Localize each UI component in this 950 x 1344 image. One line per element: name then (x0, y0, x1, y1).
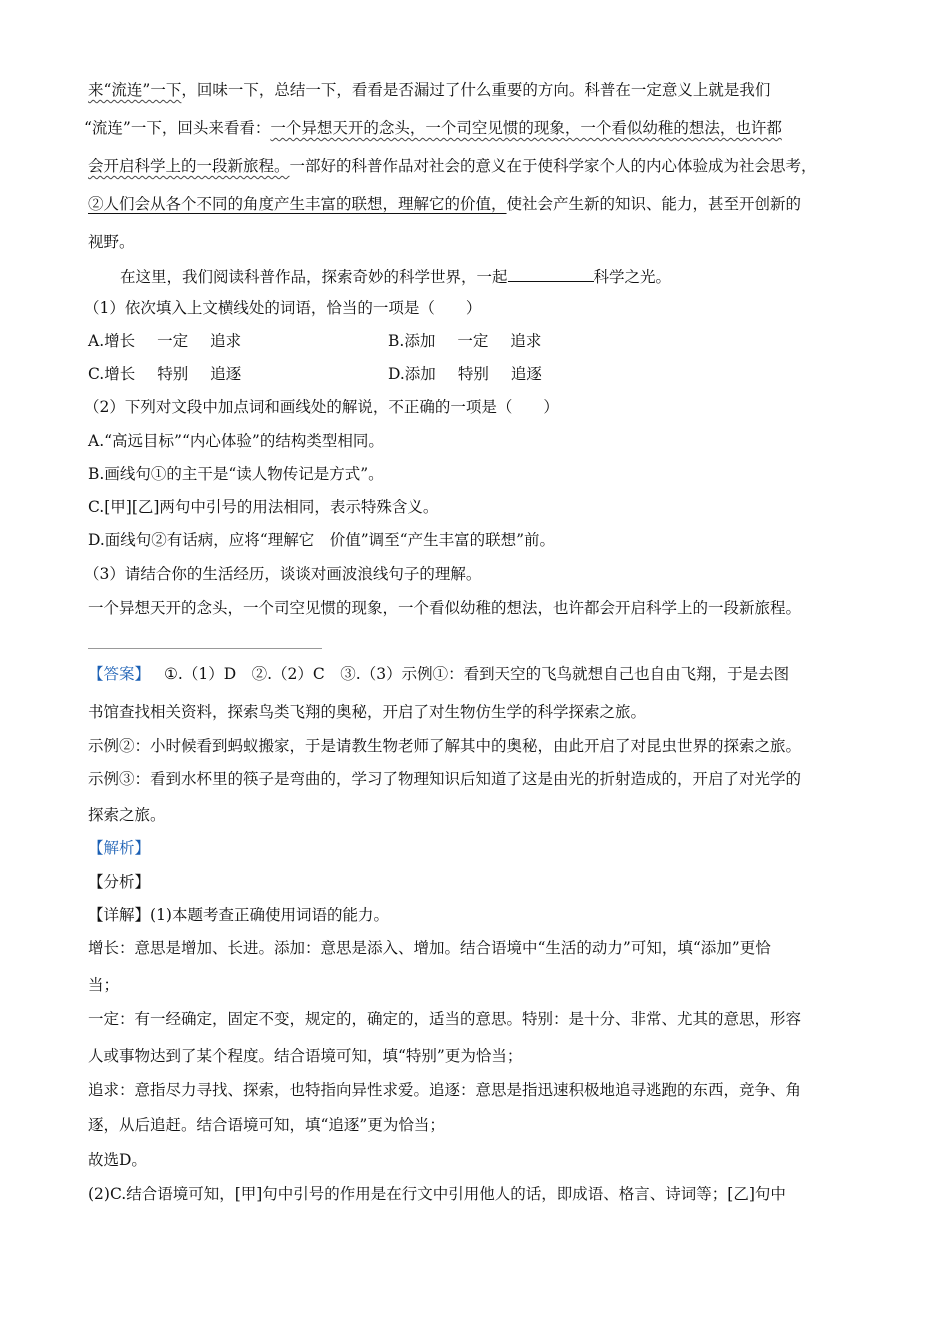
detail-para-2b: 人或事物达到了某个程度。结合语境可知，填“特别”更为恰当； (88, 1047, 523, 1065)
q1-option-a: A.增长 一定 追求 (88, 332, 242, 350)
q2-option-b: B.画线句①的主干是“读人物传记是方式”。 (88, 465, 384, 483)
detail-para-1b: 当； (88, 976, 120, 994)
detail-para-3b: 逐，从后追赶。结合语境可知，填“追逐”更为恰当； (88, 1116, 445, 1134)
passage-text: ，回味一下，总结一下，看看是否漏过了什么重要的方向。科普在一定意义上就是我们 (181, 81, 771, 99)
answer-line-5: 探索之旅。 (88, 806, 166, 824)
answer-line-4: 示例③：看到水杯里的筷子是弯曲的，学习了物理知识后知道了这是由光的折射造成的，开启了对光学的 (88, 770, 802, 788)
analysis-fenxi-tag: 【分析】 (88, 873, 151, 891)
wavy-underlined-sentence: 一个异想天开的念头，一个司空见惯的现象，一个看似幼稚的想法，也许都 (270, 119, 782, 137)
passage-line-4 (88, 194, 801, 214)
q2-stem: （2）下列对文段中加点词和画线处的解说，不正确的一项是（ ） (84, 398, 559, 416)
q3-sentence: 一个异想天开的念头，一个司空见惯的现象，一个看似幼稚的想法，也许都会开启科学上的一段新旅程。 (88, 599, 802, 617)
answer-text: ①.（1）D ②.（2）C ③.（3）示例①：看到天空的飞鸟就想自己也自由飞翔，于是去图 (164, 665, 790, 683)
passage-text: 在这里，我们阅读科普作品，探索奇妙的科学世界，一起 (120, 268, 508, 286)
q1-option-c: C.增长 特别 追逐 (88, 365, 242, 383)
detail-para-4: 故选D。 (88, 1151, 147, 1169)
detail-text: (1)本题考查正确使用词语的能力。 (150, 906, 389, 924)
detail-line-1 (88, 905, 389, 925)
q2-option-c: C.[甲][乙]两句中引号的用法相同，表示特殊含义。 (88, 498, 439, 516)
detail-para-3a: 追求：意指尽力寻找、探索，也特指向异性求爱。追逐：意思是指迅速积极地追寻逃跑的东西，竞争、角 (88, 1081, 802, 1099)
q1-options-row-2 (88, 364, 542, 384)
q1-options-row-1 (88, 331, 541, 351)
passage-line-1 (88, 80, 770, 100)
q1-option-b: B.添加 一定 追求 (388, 332, 542, 350)
wavy-underlined-text: 来“流连”一下 (88, 81, 182, 99)
passage-text: 使社会产生新的知识、能力，甚至开创新的 (506, 195, 802, 213)
passage-text: “流连”一下，回头来看看： (84, 119, 271, 137)
fill-blank-line (508, 265, 594, 282)
detail-para-1a: 增长：意思是增加、长进。添加：意思是添入、增加。结合语境中“生活的动力”可知，填“添加”更恰 (88, 939, 771, 957)
passage-line-5: 视野。 (88, 233, 135, 251)
answer-line-1 (88, 664, 789, 684)
passage-text: 一部好的科普作品对社会的意义在于使科学家个人的内心体验成为社会思考， (289, 157, 817, 175)
passage-line-3 (88, 156, 817, 176)
passage-line-2 (84, 118, 782, 138)
q1-stem: （1）依次填入上文横线处的词语，恰当的一项是（ ） (84, 299, 482, 317)
passage-text: 科学之光。 (593, 268, 672, 286)
q2-option-d: D.面线句②有话病，应将“理解它 价值”调至“产生丰富的联想”前。 (88, 531, 556, 549)
answer-tag: 【答案】 (88, 665, 151, 683)
detail-para-5: (2)C.结合语境可知，[甲]句中引号的作用是在行文中引用他人的话，即成语、格言、诗词等；[乙]句中 (88, 1185, 786, 1203)
wavy-underlined-sentence-end: 会开启科学上的一段新旅程。 (88, 157, 290, 175)
answer-line-3: 示例②：小时候看到蚂蚁搬家，于是请教生物老师了解其中的奥秘，由此开启了对昆虫世界的探索之旅。 (88, 737, 802, 755)
detail-tag: 【详解】 (88, 906, 151, 924)
passage-line-6 (120, 265, 671, 287)
answer-line-2: 书馆查找相关资料，探索鸟类飞翔的奥秘，开启了对生物仿生学的科学探索之旅。 (88, 703, 647, 721)
section-divider (88, 648, 322, 649)
detail-para-2a: 一定：有一经确定，固定不变，规定的，确定的，适当的意思。特别：是十分、非常、尤其的意思，形容 (88, 1010, 802, 1028)
q2-option-a: A.“高远目标”“内心体验”的结构类型相同。 (88, 432, 384, 450)
analysis-tag: 【解析】 (88, 839, 151, 857)
underlined-sentence-2: ②人们会从各个不同的角度产生丰富的联想，理解它的价值， (88, 195, 507, 213)
q3-stem: （3）请结合你的生活经历，谈谈对画波浪线句子的理解。 (84, 565, 482, 583)
q1-option-d: D.添加 特别 追逐 (388, 365, 542, 383)
